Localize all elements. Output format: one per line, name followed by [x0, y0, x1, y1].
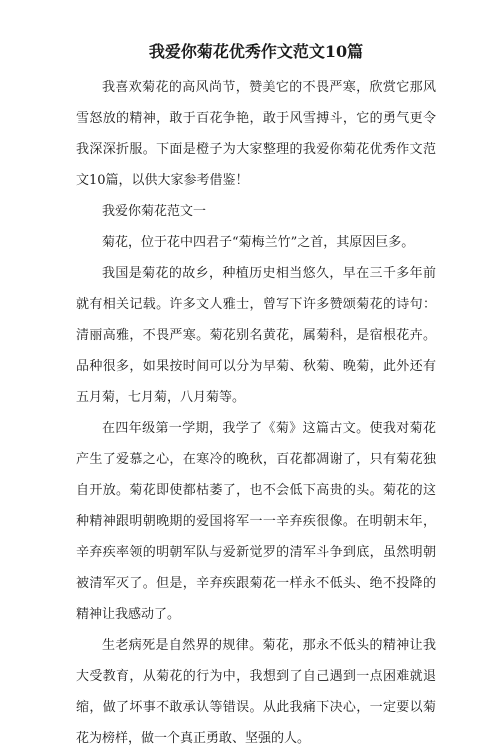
document-page: [76, 0, 436, 746]
section-heading: 我爱你菊花范文一: [102, 204, 207, 219]
body-paragraph: 菊花，位于花中四君子“菊梅兰竹”之首，其原因巨多。: [102, 235, 415, 250]
body-paragraph: 在四年级第一学期，我学了《菊》这篇古文。使我对菊花产生了爱慕之心，在寒冷的晚秋，百花都凋谢了，只有菊花独自开放。菊花即使都枯萎了，也不会低下高贵的头。菊花的这种精神跟明朝晚期的爱国将军一一辛弃疾很像。在明朝末年，辛弃疾率领的明朝军队与爱新觉罗的清军斗争到底，虽然明朝被清军灭了。但是，辛弃疾跟菊花一样永不低头、绝不投降的精神让我感动了。: [76, 421, 436, 622]
document-title: 我爱你菊花优秀作文范文10篇: [148, 42, 364, 61]
body-paragraph: 我国是菊花的故乡，种植历史相当悠久，早在三千多年前就有相关记载。许多文人雅士，曾写下许多赞颂菊花的诗句：清丽高雅，不畏严寒。菊花别名黄花，属菊科，是宿根花卉。品种很多，如果按时间可以分为早菊、秋菊、晚菊，此外还有五月菊，七月菊，八月菊等。: [76, 266, 436, 405]
body-paragraph: 生老病死是自然界的规律。菊花，那永不低头的精神让我大受教育，从菊花的行为中，我想到了自己遇到一点困难就退缩，做了坏事不敢承认等错误。从此我痛下决心，一定要以菊花为榜样，做一个真正勇敢、坚强的人。: [76, 638, 436, 746]
document-body: [76, 72, 436, 754]
intro-paragraph: 我喜欢菊花的高风尚节，赞美它的不畏严寒，欣赏它那风雪怒放的精神，敢于百花争艳，敢于风雪搏斗，它的勇气更令我深深折服。下面是橙子为大家整理的我爱你菊花优秀作文范文10篇，以供大家参考借鉴！: [76, 80, 436, 188]
